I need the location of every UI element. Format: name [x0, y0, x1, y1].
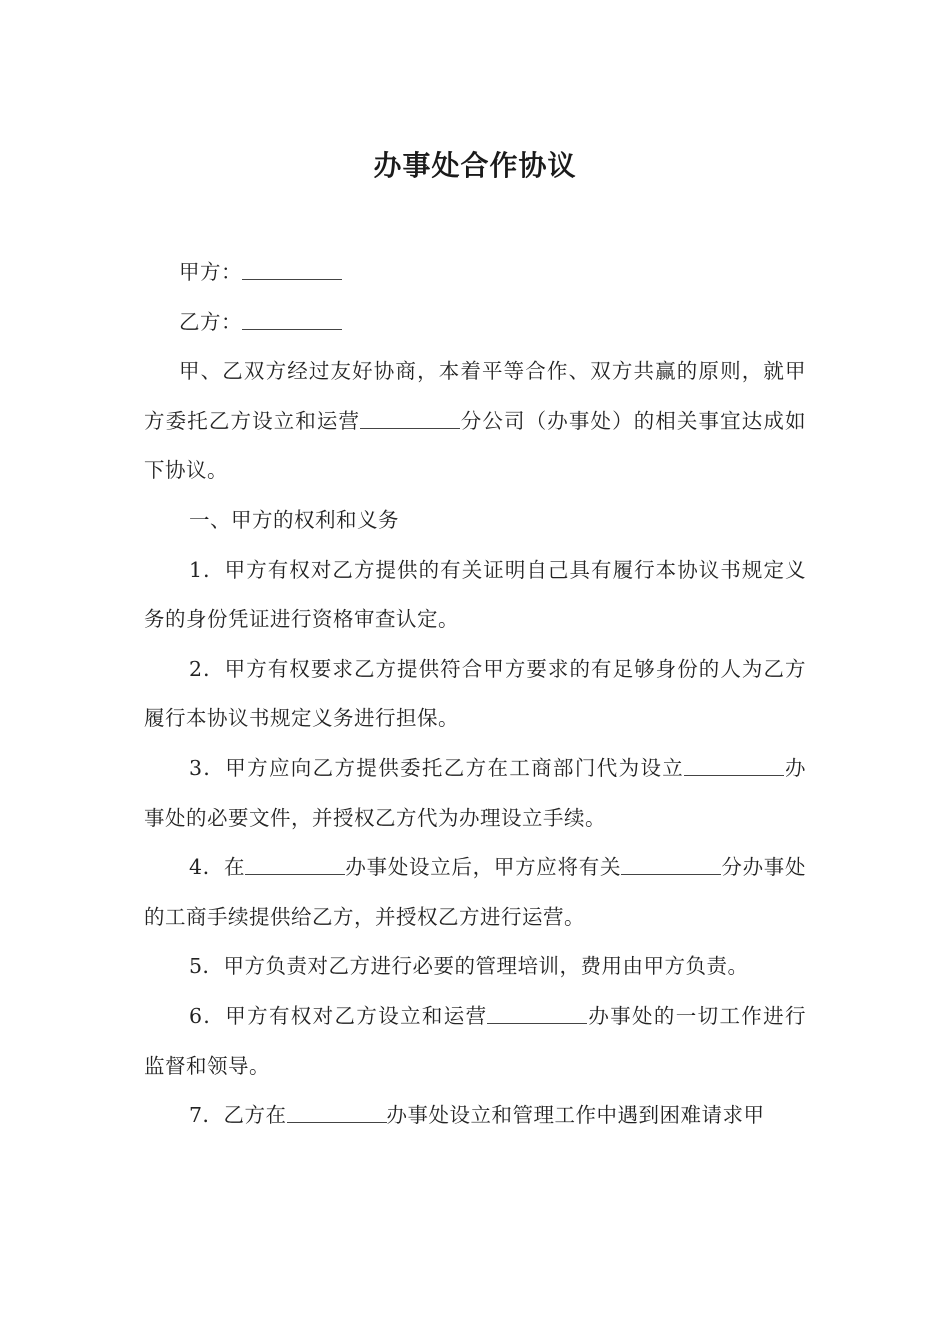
intro-paragraph	[144, 347, 806, 496]
section1-heading: 一、甲方的权利和义务	[189, 507, 399, 532]
item-6-blank	[487, 1004, 587, 1023]
item-4-blank-1	[245, 856, 345, 875]
item-6-part1: 6．甲方有权对乙方设立和运营	[189, 1003, 488, 1028]
item-4-part1: 4．在	[189, 855, 246, 880]
item-3-part1: 3．甲方应向乙方提供委托乙方在工商部门代为设立	[189, 755, 685, 780]
item-4-blank-2	[621, 856, 721, 875]
intro-text-part2: 分公司（办事处）的相关事宜达成如下协议。	[144, 408, 807, 483]
party-a-line	[144, 248, 806, 298]
party-a-blank	[242, 261, 342, 280]
item-4-part2: 办事处设立后，甲方应将有关	[345, 855, 622, 880]
item-3-part2: 办事处的必要文件，并授权乙方代为办理设立手续。	[144, 755, 807, 830]
document-body	[144, 248, 806, 1141]
item-3	[144, 744, 806, 843]
item-6	[144, 992, 806, 1091]
item-7-part1: 7．乙方在	[189, 1103, 287, 1128]
party-b-blank	[242, 310, 342, 329]
item-2: 2．甲方有权要求乙方提供符合甲方要求的有足够身份的人为乙方履行本协议书规定义务进行担保。	[144, 656, 806, 731]
item-5: 5．甲方负责对乙方进行必要的管理培训，费用由甲方负责。	[189, 954, 749, 979]
party-b-line	[144, 298, 806, 348]
party-b-label: 乙方：	[179, 309, 242, 334]
item-4-part3: 分办事处的工商手续提供给乙方，并授权乙方进行运营。	[144, 855, 807, 929]
intro-blank	[360, 409, 460, 428]
document-title: 办事处合作协议	[373, 149, 577, 182]
item-4	[144, 843, 806, 942]
item-7-blank	[287, 1104, 387, 1123]
item-7-part2: 办事处设立和管理工作中遇到困难请求甲	[386, 1103, 765, 1128]
item-7	[144, 1091, 806, 1141]
intro-text-part1: 甲、乙双方经过友好协商，本着平等合作、双方共赢的原则，就甲方委托乙方设立和运营	[144, 359, 806, 433]
party-a-label: 甲方：	[179, 260, 242, 284]
item-3-blank	[684, 757, 784, 776]
item-6-part2: 办事处的一切工作进行监督和领导。	[144, 1003, 807, 1078]
item-1: 1．甲方有权对乙方提供的有关证明自己具有履行本协议书规定义务的身份凭证进行资格审查认定。	[144, 557, 806, 632]
